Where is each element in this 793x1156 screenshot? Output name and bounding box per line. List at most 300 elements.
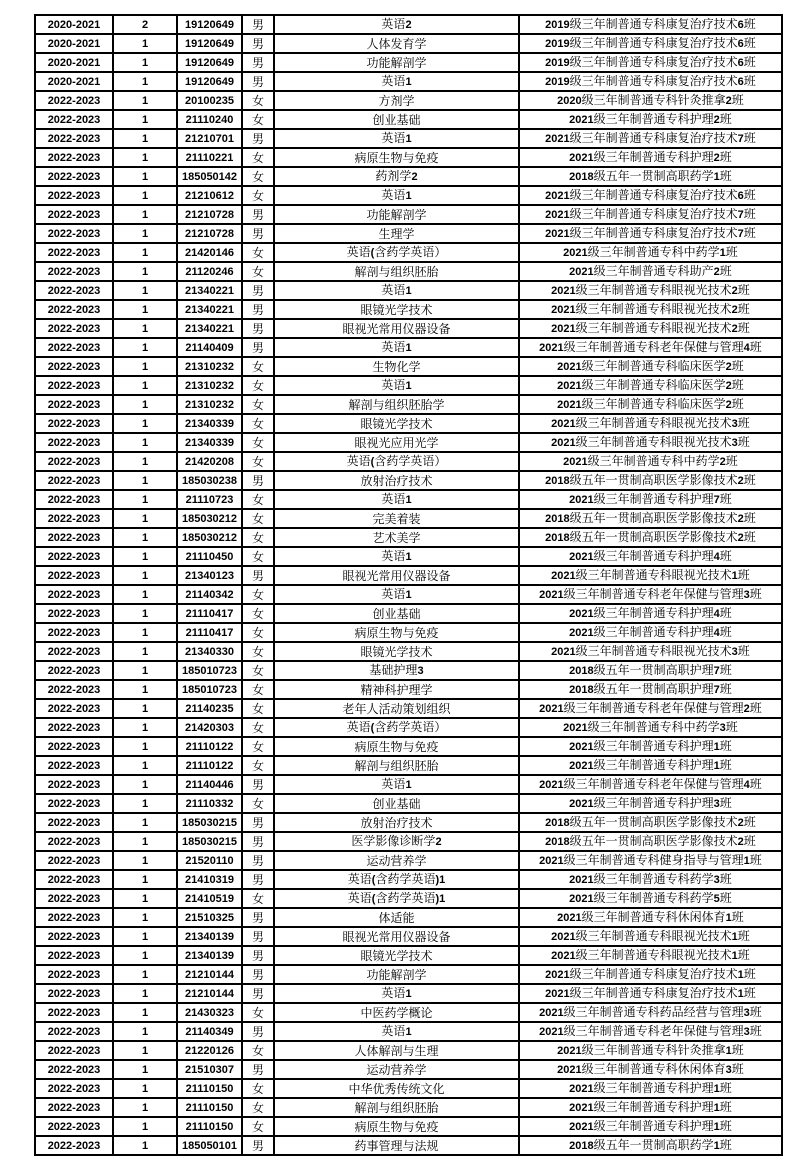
student-id-cell: 21140235	[177, 699, 242, 718]
gender-cell: 男	[242, 1136, 274, 1155]
class-name-cell: 2021级三年制普通专科药学5班	[519, 889, 782, 908]
table-row	[35, 680, 782, 699]
student-id-cell: 185030238	[177, 471, 242, 490]
gender-cell: 女	[242, 167, 274, 186]
student-id-cell: 21210728	[177, 205, 242, 224]
student-id-cell: 21110240	[177, 110, 242, 129]
gender-cell: 男	[242, 319, 274, 338]
table-row	[35, 376, 782, 395]
academic-year-cell: 2022-2023	[35, 870, 113, 889]
student-id-cell: 185050101	[177, 1136, 242, 1155]
table-row	[35, 15, 782, 34]
academic-year-cell: 2022-2023	[35, 300, 113, 319]
academic-year-cell: 2022-2023	[35, 319, 113, 338]
course-name-cell: 解剖与组织胚胎	[274, 1098, 519, 1117]
course-name-cell: 创业基础	[274, 604, 519, 623]
class-name-cell: 2018级五年一贯制高职护理7班	[519, 680, 782, 699]
gender-cell: 女	[242, 1003, 274, 1022]
term-cell: 1	[113, 585, 177, 604]
course-name-cell: 眼视光常用仪器设备	[274, 319, 519, 338]
term-cell: 1	[113, 205, 177, 224]
course-name-cell: 精神科护理学	[274, 680, 519, 699]
term-cell: 1	[113, 528, 177, 547]
class-name-cell: 2021级三年制普通专科康复治疗技术7班	[519, 129, 782, 148]
student-id-cell: 21340221	[177, 300, 242, 319]
student-id-cell: 21340139	[177, 927, 242, 946]
gender-cell: 女	[242, 110, 274, 129]
table-row	[35, 262, 782, 281]
gender-cell: 女	[242, 452, 274, 471]
class-name-cell: 2021级三年制普通专科眼视光技术2班	[519, 300, 782, 319]
term-cell: 1	[113, 338, 177, 357]
class-name-cell: 2021级三年制普通专科临床医学2班	[519, 357, 782, 376]
academic-year-cell: 2022-2023	[35, 243, 113, 262]
gender-cell: 女	[242, 680, 274, 699]
class-name-cell: 2021级三年制普通专科眼视光技术1班	[519, 946, 782, 965]
term-cell: 1	[113, 53, 177, 72]
class-name-cell: 2021级三年制普通专科临床医学2班	[519, 376, 782, 395]
course-name-cell: 英语1	[274, 984, 519, 1003]
class-name-cell: 2019级三年制普通专科康复治疗技术6班	[519, 53, 782, 72]
course-name-cell: 英语(含药学英语)1	[274, 889, 519, 908]
student-id-cell: 21210144	[177, 965, 242, 984]
academic-year-cell: 2022-2023	[35, 224, 113, 243]
table-row	[35, 452, 782, 471]
academic-year-cell: 2022-2023	[35, 851, 113, 870]
course-name-cell: 解剖与组织胚胎学	[274, 395, 519, 414]
table-row	[35, 110, 782, 129]
gender-cell: 女	[242, 756, 274, 775]
table-row	[35, 547, 782, 566]
class-name-cell: 2021级三年制普通专科药品经营与管理3班	[519, 1003, 782, 1022]
term-cell: 1	[113, 186, 177, 205]
student-id-cell: 185050142	[177, 167, 242, 186]
gender-cell: 女	[242, 433, 274, 452]
academic-year-cell: 2022-2023	[35, 1022, 113, 1041]
term-cell: 1	[113, 509, 177, 528]
class-name-cell: 2021级三年制普通专科眼视光技术3班	[519, 414, 782, 433]
course-name-cell: 英语1	[274, 585, 519, 604]
student-id-cell: 21430323	[177, 1003, 242, 1022]
table-row	[35, 129, 782, 148]
gender-cell: 男	[242, 72, 274, 91]
gender-cell: 女	[242, 547, 274, 566]
academic-year-cell: 2022-2023	[35, 1060, 113, 1079]
table-row	[35, 984, 782, 1003]
table-row	[35, 737, 782, 756]
gender-cell: 女	[242, 623, 274, 642]
course-name-cell: 病原生物与免疫	[274, 1117, 519, 1136]
academic-year-cell: 2022-2023	[35, 91, 113, 110]
term-cell: 1	[113, 946, 177, 965]
course-name-cell: 功能解剖学	[274, 965, 519, 984]
class-name-cell: 2021级三年制普通专科护理1班	[519, 1098, 782, 1117]
term-cell: 1	[113, 1003, 177, 1022]
gender-cell: 女	[242, 718, 274, 737]
student-id-cell: 21420303	[177, 718, 242, 737]
gender-cell: 女	[242, 262, 274, 281]
gender-cell: 男	[242, 566, 274, 585]
student-id-cell: 21340123	[177, 566, 242, 585]
course-name-cell: 英语1	[274, 490, 519, 509]
course-name-cell: 英语1	[274, 129, 519, 148]
term-cell: 1	[113, 1136, 177, 1155]
student-id-cell: 21310232	[177, 357, 242, 376]
gender-cell: 女	[242, 91, 274, 110]
term-cell: 1	[113, 794, 177, 813]
table-row	[35, 395, 782, 414]
term-cell: 1	[113, 832, 177, 851]
table-row	[35, 243, 782, 262]
term-cell: 1	[113, 34, 177, 53]
table-row	[35, 148, 782, 167]
table-row	[35, 642, 782, 661]
table-row	[35, 870, 782, 889]
table-row	[35, 813, 782, 832]
student-id-cell: 21340339	[177, 433, 242, 452]
gender-cell: 男	[242, 946, 274, 965]
class-name-cell: 2021级三年制普通专科护理3班	[519, 794, 782, 813]
term-cell: 1	[113, 1079, 177, 1098]
term-cell: 1	[113, 1041, 177, 1060]
class-name-cell: 2018级五年一贯制高职医学影像技术2班	[519, 832, 782, 851]
gender-cell: 女	[242, 414, 274, 433]
class-name-cell: 2021级三年制普通专科护理1班	[519, 737, 782, 756]
gender-cell: 女	[242, 699, 274, 718]
course-name-cell: 解剖与组织胚胎	[274, 756, 519, 775]
term-cell: 1	[113, 870, 177, 889]
academic-year-cell: 2022-2023	[35, 642, 113, 661]
academic-year-cell: 2022-2023	[35, 775, 113, 794]
student-course-table	[34, 14, 783, 1156]
table-row	[35, 832, 782, 851]
course-name-cell: 人体解剖与生理	[274, 1041, 519, 1060]
gender-cell: 男	[242, 775, 274, 794]
student-id-cell: 21420208	[177, 452, 242, 471]
table-row	[35, 756, 782, 775]
class-name-cell: 2018级五年一贯制高职医学影像技术2班	[519, 509, 782, 528]
class-name-cell: 2021级三年制普通专科药学3班	[519, 870, 782, 889]
class-name-cell: 2021级三年制普通专科康复治疗技术1班	[519, 965, 782, 984]
student-id-cell: 21340330	[177, 642, 242, 661]
course-name-cell: 创业基础	[274, 794, 519, 813]
student-id-cell: 21340339	[177, 414, 242, 433]
course-name-cell: 英语1	[274, 186, 519, 205]
table-row	[35, 471, 782, 490]
term-cell: 1	[113, 224, 177, 243]
class-name-cell: 2021级三年制普通专科中药学3班	[519, 718, 782, 737]
table-row	[35, 927, 782, 946]
student-id-cell: 21220126	[177, 1041, 242, 1060]
course-name-cell: 基础护理3	[274, 661, 519, 680]
gender-cell: 女	[242, 604, 274, 623]
term-cell: 1	[113, 661, 177, 680]
table-row	[35, 338, 782, 357]
student-id-cell: 21420146	[177, 243, 242, 262]
academic-year-cell: 2022-2023	[35, 718, 113, 737]
student-id-cell: 21110150	[177, 1079, 242, 1098]
academic-year-cell: 2022-2023	[35, 281, 113, 300]
student-id-cell: 21410319	[177, 870, 242, 889]
term-cell: 1	[113, 642, 177, 661]
term-cell: 1	[113, 1022, 177, 1041]
academic-year-cell: 2022-2023	[35, 699, 113, 718]
table-row	[35, 414, 782, 433]
table-row	[35, 718, 782, 737]
student-id-cell: 21510307	[177, 1060, 242, 1079]
gender-cell: 女	[242, 509, 274, 528]
table-row	[35, 319, 782, 338]
class-name-cell: 2021级三年制普通专科眼视光技术3班	[519, 642, 782, 661]
academic-year-cell: 2022-2023	[35, 965, 113, 984]
academic-year-cell: 2022-2023	[35, 1098, 113, 1117]
student-id-cell: 21340221	[177, 319, 242, 338]
gender-cell: 男	[242, 851, 274, 870]
academic-year-cell: 2022-2023	[35, 1003, 113, 1022]
term-cell: 1	[113, 319, 177, 338]
term-cell: 1	[113, 110, 177, 129]
term-cell: 1	[113, 1098, 177, 1117]
table-row	[35, 1136, 782, 1155]
class-name-cell: 2021级三年制普通专科眼视光技术3班	[519, 433, 782, 452]
class-name-cell: 2019级三年制普通专科康复治疗技术6班	[519, 72, 782, 91]
academic-year-cell: 2022-2023	[35, 585, 113, 604]
class-name-cell: 2021级三年制普通专科护理4班	[519, 623, 782, 642]
academic-year-cell: 2022-2023	[35, 946, 113, 965]
course-name-cell: 英语(含药学英语)1	[274, 870, 519, 889]
academic-year-cell: 2022-2023	[35, 338, 113, 357]
gender-cell: 女	[242, 148, 274, 167]
term-cell: 1	[113, 357, 177, 376]
gender-cell: 女	[242, 1098, 274, 1117]
student-id-cell: 21340221	[177, 281, 242, 300]
academic-year-cell: 2020-2021	[35, 72, 113, 91]
student-id-cell: 21140349	[177, 1022, 242, 1041]
class-name-cell: 2021级三年制普通专科老年保健与管理3班	[519, 1022, 782, 1041]
class-name-cell: 2021级三年制普通专科老年保健与管理2班	[519, 699, 782, 718]
term-cell: 1	[113, 566, 177, 585]
class-name-cell: 2021级三年制普通专科康复治疗技术7班	[519, 224, 782, 243]
academic-year-cell: 2022-2023	[35, 794, 113, 813]
academic-year-cell: 2022-2023	[35, 737, 113, 756]
table-row	[35, 946, 782, 965]
gender-cell: 女	[242, 186, 274, 205]
academic-year-cell: 2022-2023	[35, 376, 113, 395]
course-name-cell: 老年人活动策划组织	[274, 699, 519, 718]
class-name-cell: 2019级三年制普通专科康复治疗技术6班	[519, 34, 782, 53]
academic-year-cell: 2022-2023	[35, 604, 113, 623]
gender-cell: 女	[242, 889, 274, 908]
student-id-cell: 21110122	[177, 737, 242, 756]
course-name-cell: 解剖与组织胚胎	[274, 262, 519, 281]
table-row	[35, 167, 782, 186]
academic-year-cell: 2022-2023	[35, 414, 113, 433]
term-cell: 1	[113, 680, 177, 699]
student-id-cell: 21110221	[177, 148, 242, 167]
course-name-cell: 英语1	[274, 281, 519, 300]
course-name-cell: 生理学	[274, 224, 519, 243]
academic-year-cell: 2022-2023	[35, 262, 113, 281]
student-id-cell: 21210728	[177, 224, 242, 243]
course-name-cell: 英语1	[274, 547, 519, 566]
academic-year-cell: 2022-2023	[35, 528, 113, 547]
term-cell: 1	[113, 471, 177, 490]
student-id-cell: 21110150	[177, 1117, 242, 1136]
term-cell: 1	[113, 414, 177, 433]
gender-cell: 男	[242, 338, 274, 357]
gender-cell: 男	[242, 813, 274, 832]
gender-cell: 女	[242, 528, 274, 547]
student-id-cell: 21410519	[177, 889, 242, 908]
gender-cell: 男	[242, 15, 274, 34]
academic-year-cell: 2022-2023	[35, 186, 113, 205]
academic-year-cell: 2020-2021	[35, 34, 113, 53]
gender-cell: 女	[242, 1041, 274, 1060]
course-name-cell: 中医药学概论	[274, 1003, 519, 1022]
class-name-cell: 2018级五年一贯制高职医学影像技术2班	[519, 813, 782, 832]
table-row	[35, 889, 782, 908]
student-id-cell: 21310232	[177, 395, 242, 414]
academic-year-cell: 2022-2023	[35, 471, 113, 490]
term-cell: 1	[113, 243, 177, 262]
course-name-cell: 眼视光常用仪器设备	[274, 927, 519, 946]
table-row	[35, 91, 782, 110]
academic-year-cell: 2022-2023	[35, 813, 113, 832]
gender-cell: 女	[242, 794, 274, 813]
student-id-cell: 21210612	[177, 186, 242, 205]
gender-cell: 男	[242, 300, 274, 319]
student-id-cell: 19120649	[177, 15, 242, 34]
class-name-cell: 2018级五年一贯制高职药学1班	[519, 1136, 782, 1155]
course-name-cell: 病原生物与免疫	[274, 623, 519, 642]
term-cell: 1	[113, 908, 177, 927]
student-id-cell: 20100235	[177, 91, 242, 110]
class-name-cell: 2021级三年制普通专科护理4班	[519, 547, 782, 566]
academic-year-cell: 2022-2023	[35, 167, 113, 186]
term-cell: 1	[113, 775, 177, 794]
class-name-cell: 2018级五年一贯制高职药学1班	[519, 167, 782, 186]
academic-year-cell: 2022-2023	[35, 984, 113, 1003]
academic-year-cell: 2022-2023	[35, 129, 113, 148]
class-name-cell: 2021级三年制普通专科护理4班	[519, 604, 782, 623]
student-id-cell: 21340139	[177, 946, 242, 965]
course-name-cell: 英语1	[274, 376, 519, 395]
term-cell: 1	[113, 91, 177, 110]
academic-year-cell: 2022-2023	[35, 1041, 113, 1060]
student-id-cell: 21110723	[177, 490, 242, 509]
term-cell: 1	[113, 300, 177, 319]
academic-year-cell: 2022-2023	[35, 509, 113, 528]
term-cell: 1	[113, 547, 177, 566]
gender-cell: 女	[242, 395, 274, 414]
course-name-cell: 英语1	[274, 1022, 519, 1041]
course-name-cell: 运动营养学	[274, 1060, 519, 1079]
table-row	[35, 224, 782, 243]
course-name-cell: 眼视光常用仪器设备	[274, 566, 519, 585]
class-name-cell: 2021级三年制普通专科眼视光技术2班	[519, 319, 782, 338]
class-name-cell: 2021级三年制普通专科临床医学2班	[519, 395, 782, 414]
term-cell: 1	[113, 699, 177, 718]
course-name-cell: 人体发育学	[274, 34, 519, 53]
term-cell: 1	[113, 490, 177, 509]
student-id-cell: 21110417	[177, 604, 242, 623]
student-id-cell: 185010723	[177, 680, 242, 699]
table-row	[35, 604, 782, 623]
gender-cell: 男	[242, 870, 274, 889]
table-row	[35, 908, 782, 927]
course-name-cell: 英语2	[274, 15, 519, 34]
academic-year-cell: 2022-2023	[35, 661, 113, 680]
table-row	[35, 281, 782, 300]
course-name-cell: 药事管理与法规	[274, 1136, 519, 1155]
course-name-cell: 中华优秀传统文化	[274, 1079, 519, 1098]
term-cell: 1	[113, 395, 177, 414]
table-row	[35, 300, 782, 319]
course-name-cell: 药剂学2	[274, 167, 519, 186]
academic-year-cell: 2022-2023	[35, 1117, 113, 1136]
term-cell: 1	[113, 984, 177, 1003]
course-name-cell: 眼镜光学技术	[274, 300, 519, 319]
student-id-cell: 19120649	[177, 72, 242, 91]
term-cell: 1	[113, 433, 177, 452]
gender-cell: 男	[242, 205, 274, 224]
table-row	[35, 1079, 782, 1098]
table-row	[35, 775, 782, 794]
student-id-cell: 185010723	[177, 661, 242, 680]
class-name-cell: 2021级三年制普通专科老年保健与管理4班	[519, 338, 782, 357]
course-name-cell: 眼镜光学技术	[274, 946, 519, 965]
student-id-cell: 19120649	[177, 34, 242, 53]
course-name-cell: 眼镜光学技术	[274, 414, 519, 433]
academic-year-cell: 2020-2021	[35, 15, 113, 34]
academic-year-cell: 2022-2023	[35, 452, 113, 471]
class-name-cell: 2021级三年制普通专科护理1班	[519, 756, 782, 775]
academic-year-cell: 2022-2023	[35, 927, 113, 946]
student-id-cell: 21510325	[177, 908, 242, 927]
course-name-cell: 眼镜光学技术	[274, 642, 519, 661]
gender-cell: 女	[242, 1079, 274, 1098]
class-name-cell: 2021级三年制普通专科康复治疗技术7班	[519, 205, 782, 224]
class-name-cell: 2018级五年一贯制高职医学影像技术2班	[519, 528, 782, 547]
course-name-cell: 功能解剖学	[274, 205, 519, 224]
gender-cell: 男	[242, 53, 274, 72]
table-row	[35, 965, 782, 984]
course-name-cell: 英语1	[274, 775, 519, 794]
class-name-cell: 2018级五年一贯制高职医学影像技术2班	[519, 471, 782, 490]
class-name-cell: 2021级三年制普通专科眼视光技术1班	[519, 566, 782, 585]
term-cell: 1	[113, 1117, 177, 1136]
term-cell: 1	[113, 1060, 177, 1079]
academic-year-cell: 2022-2023	[35, 756, 113, 775]
term-cell: 1	[113, 756, 177, 775]
academic-year-cell: 2022-2023	[35, 433, 113, 452]
gender-cell: 男	[242, 832, 274, 851]
student-id-cell: 185030212	[177, 509, 242, 528]
term-cell: 1	[113, 623, 177, 642]
student-id-cell: 21110122	[177, 756, 242, 775]
gender-cell: 女	[242, 585, 274, 604]
class-name-cell: 2021级三年制普通专科休闲体育3班	[519, 1060, 782, 1079]
term-cell: 2	[113, 15, 177, 34]
table-row	[35, 623, 782, 642]
class-name-cell: 2021级三年制普通专科护理1班	[519, 1079, 782, 1098]
academic-year-cell: 2022-2023	[35, 832, 113, 851]
term-cell: 1	[113, 965, 177, 984]
term-cell: 1	[113, 889, 177, 908]
course-name-cell: 病原生物与免疫	[274, 148, 519, 167]
course-name-cell: 英语(含药学英语）	[274, 718, 519, 737]
academic-year-cell: 2020-2021	[35, 53, 113, 72]
